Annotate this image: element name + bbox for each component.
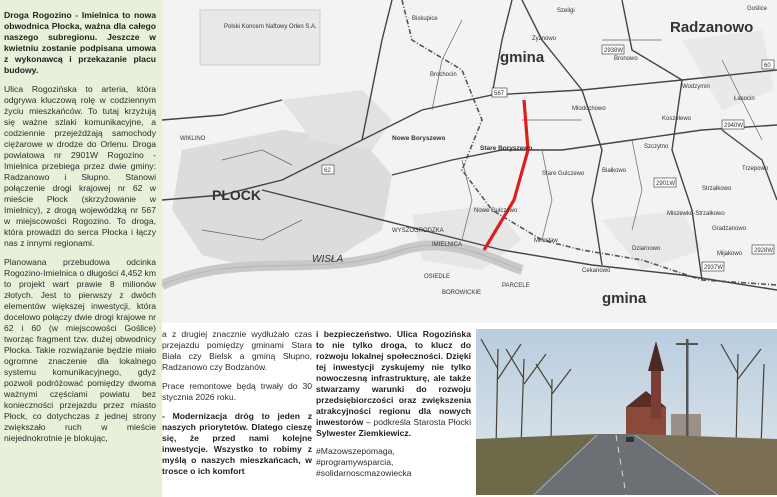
map-label-imielnica: IMIELNICA [432,242,463,248]
map-label-radzanowo: Radzanowo [670,19,754,36]
left-column [0,0,162,497]
map-label-stare-boryszewo: Stare Boryszewo [480,145,533,152]
article-paragraph-1: Ulica Rogozińska to arteria, która odgrywa kluczową rolę w codziennym życiu mieszkańców. To tutaj krzyżują się ważne szlaki komunikacyjne, a codziennie przejeżdżają samochody ciężarowe w drodze do Orlenu. Droga powiatowa nr 2901W Rogozino - Imielnica przebiega przez dwie gminy: Radzanowo i Słupno. Stanowi połączenie drogi krajowej nr 62 w mieście Płock (skrzyżowanie w Imielnicy), z drogą wojewódzką nr 567 w miejscowości Rogozino. To droga, która prowadzi do serca Płocka i łączy nas z innymi regionami. [4,84,156,248]
map-label-cekanowo: Cekanowo [582,268,611,274]
map-label-gmina-1: gmina [500,49,545,66]
right-column [316,329,471,486]
article-quote-start: - Modernizacja dróg to jeden z naszych priorytetów. Dlatego cieszę się, że przed nami kolejne inwestycje. Wszystko to robimy z myślą o naszych mieszkańcach, w trosce o ich komfort [162,411,312,476]
map-label-wiklino: WIKLINO [180,136,206,142]
quote-end-bold: i bezpieczeństwo. Ulica Rogozińska to nie tylko droga, to klucz do rozwoju lokalnej społeczności. Dzięki tej inwestycji zyskujemy nie tylko nowoczesną infrastrukturę, ale także stwarzamy warunki do rozwoju przedsiębiorczości oraz zwiększenia atrakcyjności regionu dla nowych inwestorów [316,329,471,427]
map-label-strzalkowo: Strzałkowo [702,186,732,192]
map-label-orlen: Polski Koncern Naftowy Orlen S.A. [224,24,317,30]
map-label-gmina-2: gmina [602,290,647,307]
map-label-mlodochowo: Mlodochowo [572,106,606,112]
map-label-plock: PŁOCK [212,187,261,203]
map-label-wyszogrodzka: WYSZOGRODZKA [392,228,444,234]
hashtags: #Mazowszepomaga, #programywsparcia, #solidarnoscmazowiecka [316,446,412,478]
road-photo [476,329,777,495]
map-label-nowe-gulczewo: Nowe Gulczewo [474,208,518,214]
route-2938w-label: 2938W [604,48,624,54]
route-2937w-label: 2937W [704,265,724,271]
article-lead: Droga Rogozino - Imielnica to nowa obwodnica Płocka, ważna dla całego naszego subregionu. Jeszcze w kwietniu zostanie podpisana umowa z wykonawcą i przekazanie placu budowy. [4,10,156,75]
middle-column [162,329,312,485]
quote-attribution: – podkreśla Starosta Płocki [363,417,471,427]
map-label-miroslaw: Mirosław [534,238,558,244]
article-paragraph-2: Planowana przebudowa odcinka Rogozino-Imielnica o długości 4,452 km to projekt wart prawie 8 milionów złotych. Jest to pierwszy z dwóch elementów większej inwestycji, która docelowo połączy dwie drogi krajowe nr 62 i 60 (w miejscowości Goślice) tworząc fragment tzw. dużej obwodnicy Płocka. Takie rozwiązanie będzie miało ogromne znaczenie dla lokalnego systemu komunikacyjnego, gdyż pozwoli podróżować pomiędzy dwoma ważnymi częściami powiatu bez konieczności przejazdu przez miasto Płock, co dotychczas z jednej strony zwiększało ruch w mieście niejednokrotnie je blokując, [4,257,156,443]
map-label-trzepowo: Trzepowo [742,166,769,172]
map-label-wisla: WISŁA [312,254,344,265]
article-middle-2: Prace remontowe będą trwały do 30 stycznia 2026 roku. [162,381,312,402]
article-quote-end [316,329,471,439]
route-62-label: 62 [324,168,331,174]
route-2940w-label: 2940W [724,123,744,129]
route-2901w-label: 2901W [656,181,676,187]
map-label-parcele: PARCELE [502,283,530,289]
map-label-mijakowo: Mijakowo [717,251,743,257]
map-label-borowickie: BOROWICKIE [442,290,482,296]
map-label-bronowo: Bronowo [614,56,638,62]
map-label-stare-gulczewo: Stare Gulczewo [542,171,585,177]
route-567-label: 567 [494,91,505,97]
map-label-bialkowo: Białkowo [602,168,627,174]
map-label-zyznowo: Zyżnowo [532,36,557,42]
map-label-goslice: Goślice [747,6,768,12]
route-60-label: 60 [764,63,771,69]
map-label-nowe-boryszewo: Nowe Boryszewo [392,135,446,142]
route-2928w-label: 2928W [754,248,774,254]
quote-author: Sylwester Ziemkiewicz. [316,428,412,438]
map-label-lasocin: Łasocin [734,96,755,102]
road-map [162,0,777,323]
map-label-osiedle: OSIEDLE [424,274,451,280]
map-label-wodzymin: Wodzymin [682,84,710,90]
road-photo-svg [476,329,777,495]
map-label-koszelewo: Koszelewo [662,116,692,122]
map-label-miszewko: Miszewko-Strzałkowo [667,211,725,217]
map-label-brochocin: Brochocin [430,72,457,78]
map-label-szeligi: Szeligi [557,8,575,14]
article-middle-1: a z drugiej znacznie wydłużało czas przejazdu pomiędzy gminami Stara Biała czy Bielsk a gminą Słupno, Radzanowo czy Bodzanów. [162,329,312,372]
map-label-biskupice: Biskupice [412,16,438,22]
road-map-svg [162,0,777,323]
map-label-dziarnowo: Dziarnowo [632,246,661,252]
map-label-szczytno: Szczytno [644,144,669,150]
map-label-gradzanowo: Gradzanowo [712,226,747,232]
